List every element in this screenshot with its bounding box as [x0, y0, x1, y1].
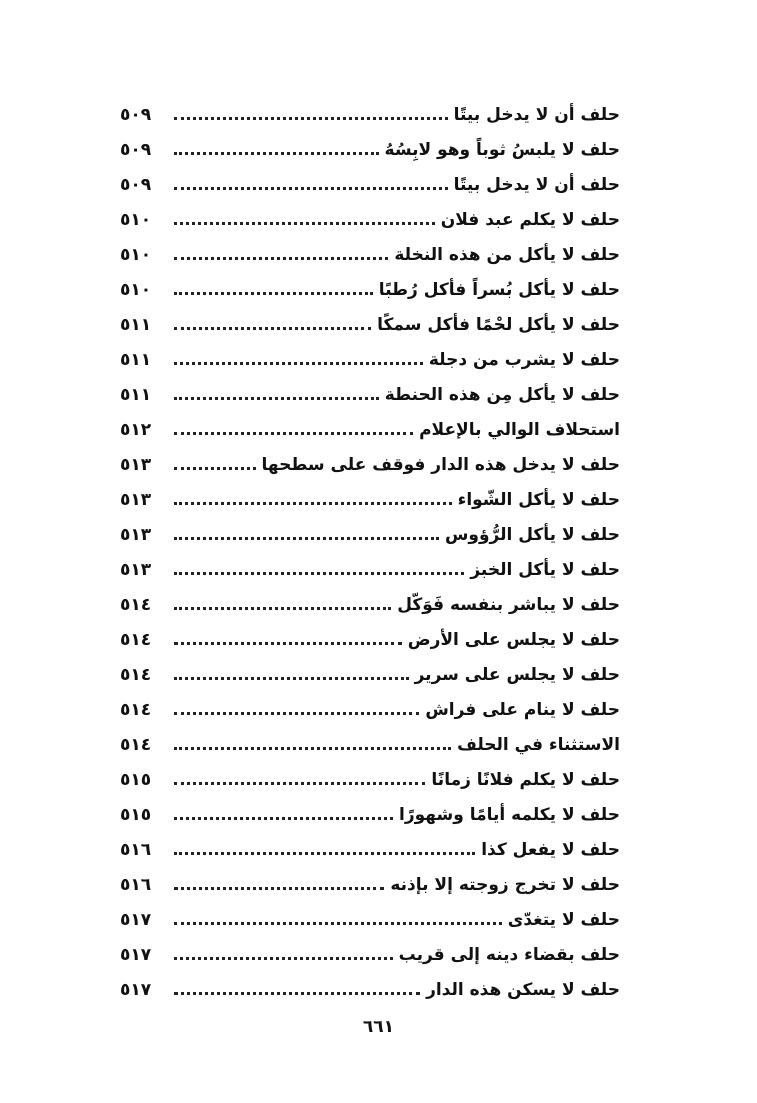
toc-entry — [120, 482, 620, 517]
dot-leader — [174, 922, 502, 925]
toc-entry-page: ٥١٠ — [120, 244, 152, 265]
toc-entry-page: ٥١٣ — [120, 559, 152, 580]
toc-entry-title: حلف لا يباشر بنفسه فَوَكّل — [397, 594, 620, 615]
toc-entry-page: ٥١١ — [120, 384, 152, 405]
dot-leader — [174, 292, 373, 295]
toc-entry-title: حلف لا ينام على فراش — [425, 699, 620, 720]
toc-entry-page: ٥١٣ — [120, 489, 152, 510]
toc-entry — [120, 762, 620, 797]
dot-leader — [174, 712, 419, 715]
toc-entry — [120, 132, 620, 167]
toc-entry — [120, 237, 620, 272]
dot-leader — [174, 152, 379, 155]
dot-leader — [174, 187, 448, 190]
toc-entry — [120, 622, 620, 657]
toc-entry-title: حلف لا يكلم فلانًا زمانًا — [431, 769, 620, 790]
toc-entry-page: ٥١٧ — [120, 944, 152, 965]
toc-entry-page: ٥١٦ — [120, 839, 152, 860]
toc-entry-title: حلف لا يشرب من دجلة — [428, 349, 620, 370]
dot-leader — [174, 677, 409, 680]
dot-leader — [174, 887, 384, 890]
toc-entry-title: حلف بقضاء دينه إلى قريب — [398, 944, 620, 965]
toc-entry-page: ٥١٤ — [120, 594, 152, 615]
table-of-contents — [120, 97, 620, 1007]
dot-leader — [174, 572, 464, 575]
dot-leader — [174, 817, 393, 820]
dot-leader — [174, 992, 420, 995]
dot-leader — [174, 537, 439, 540]
page-number: ٦٦١ — [362, 1017, 395, 1037]
toc-entry — [120, 727, 620, 762]
toc-entry-title: حلف لا يكلم عبد فلان — [440, 209, 620, 230]
toc-entry-title: حلف أن لا يدخل بيتًا — [453, 104, 620, 125]
toc-entry — [120, 587, 620, 622]
toc-entry-page: ٥١٧ — [120, 909, 152, 930]
toc-entry-page: ٥١٤ — [120, 734, 152, 755]
toc-entry-title: حلف لا يأكل من هذه النخلة — [394, 244, 620, 265]
toc-entry-title: حلف لا يجلس على الأرض — [407, 629, 620, 650]
toc-entry-title: حلف لا يأكل الرُّؤوس — [444, 524, 620, 545]
dot-leader — [174, 747, 451, 750]
toc-entry-page: ٥١٤ — [120, 629, 152, 650]
toc-entry-title: حلف لا يتغدّى — [507, 909, 620, 930]
toc-entry-title: استحلاف الوالي بالإعلام — [419, 419, 620, 440]
toc-entry — [120, 377, 620, 412]
toc-entry — [120, 447, 620, 482]
toc-entry — [120, 692, 620, 727]
dot-leader — [174, 852, 475, 855]
toc-entry-page: ٥١٣ — [120, 524, 152, 545]
dot-leader — [174, 117, 448, 120]
dot-leader — [174, 502, 452, 505]
toc-entry — [120, 832, 620, 867]
toc-entry-page: ٥١٠ — [120, 279, 152, 300]
toc-entry-page: ٥١٦ — [120, 874, 152, 895]
toc-entry — [120, 97, 620, 132]
toc-entry-page: ٥٠٩ — [120, 174, 152, 195]
toc-entry-page: ٥٠٩ — [120, 139, 152, 160]
toc-entry-title: حلف لا يجلس على سرير — [414, 664, 620, 685]
dot-leader — [174, 642, 402, 645]
dot-leader — [174, 957, 393, 960]
toc-entry — [120, 272, 620, 307]
toc-entry-title: حلف لا يأكل بُسراً فأكل رُطبًا — [378, 279, 620, 300]
toc-entry — [120, 797, 620, 832]
toc-entry-page: ٥١٥ — [120, 804, 152, 825]
dot-leader — [174, 257, 388, 260]
toc-entry — [120, 552, 620, 587]
toc-entry-page: ٥٠٩ — [120, 104, 152, 125]
toc-entry-page: ٥١٤ — [120, 664, 152, 685]
toc-entry-page: ٥١١ — [120, 349, 152, 370]
toc-entry — [120, 937, 620, 972]
dot-leader — [174, 362, 423, 365]
toc-entry-page: ٥١٥ — [120, 769, 152, 790]
toc-entry — [120, 867, 620, 902]
toc-entry-title: حلف لا يأكل لحْمًا فأكل سمكًا — [377, 314, 620, 335]
toc-entry-page: ٥١١ — [120, 314, 152, 335]
toc-entry — [120, 517, 620, 552]
toc-entry — [120, 307, 620, 342]
toc-entry-page: ٥١٧ — [120, 979, 152, 1000]
toc-entry — [120, 202, 620, 237]
toc-entry-page: ٥١٠ — [120, 209, 152, 230]
toc-entry-page: ٥١٤ — [120, 699, 152, 720]
toc-entry-title: حلف لا يأكل الخبز — [470, 559, 620, 580]
dot-leader — [174, 222, 435, 225]
toc-entry-title: حلف لا يلبسُ ثوباً وهو لابِسُهُ — [384, 139, 620, 160]
toc-entry-title: الاستثناء في الحلف — [457, 734, 620, 755]
toc-entry-title: حلف لا يسكن هذه الدار — [426, 979, 620, 1000]
toc-entry — [120, 657, 620, 692]
dot-leader — [174, 327, 371, 330]
toc-entry-title: حلف لا يدخل هذه الدار فوقف على سطحها — [261, 454, 620, 475]
toc-entry-page: ٥١٣ — [120, 454, 152, 475]
toc-entry — [120, 412, 620, 447]
dot-leader — [174, 432, 413, 435]
toc-entry-title: حلف لا يأكل مِن هذه الحنطة — [384, 384, 620, 405]
dot-leader — [174, 397, 379, 400]
dot-leader — [174, 782, 425, 785]
toc-entry-title: حلف لا يأكل الشّواء — [457, 489, 620, 510]
toc-entry-title: حلف أن لا يدخل بيتًا — [453, 174, 620, 195]
dot-leader — [174, 467, 256, 470]
toc-entry-page: ٥١٢ — [120, 419, 152, 440]
toc-entry — [120, 902, 620, 937]
toc-entry — [120, 972, 620, 1007]
toc-entry — [120, 167, 620, 202]
toc-entry-title: حلف لا يكلمه أيامًا وشهورًا — [399, 804, 620, 825]
toc-entry — [120, 342, 620, 377]
dot-leader — [174, 607, 391, 610]
toc-entry-title: حلف لا تخرج زوجته إلا بإذنه — [390, 874, 620, 895]
toc-entry-title: حلف لا يفعل كذا — [481, 839, 620, 860]
